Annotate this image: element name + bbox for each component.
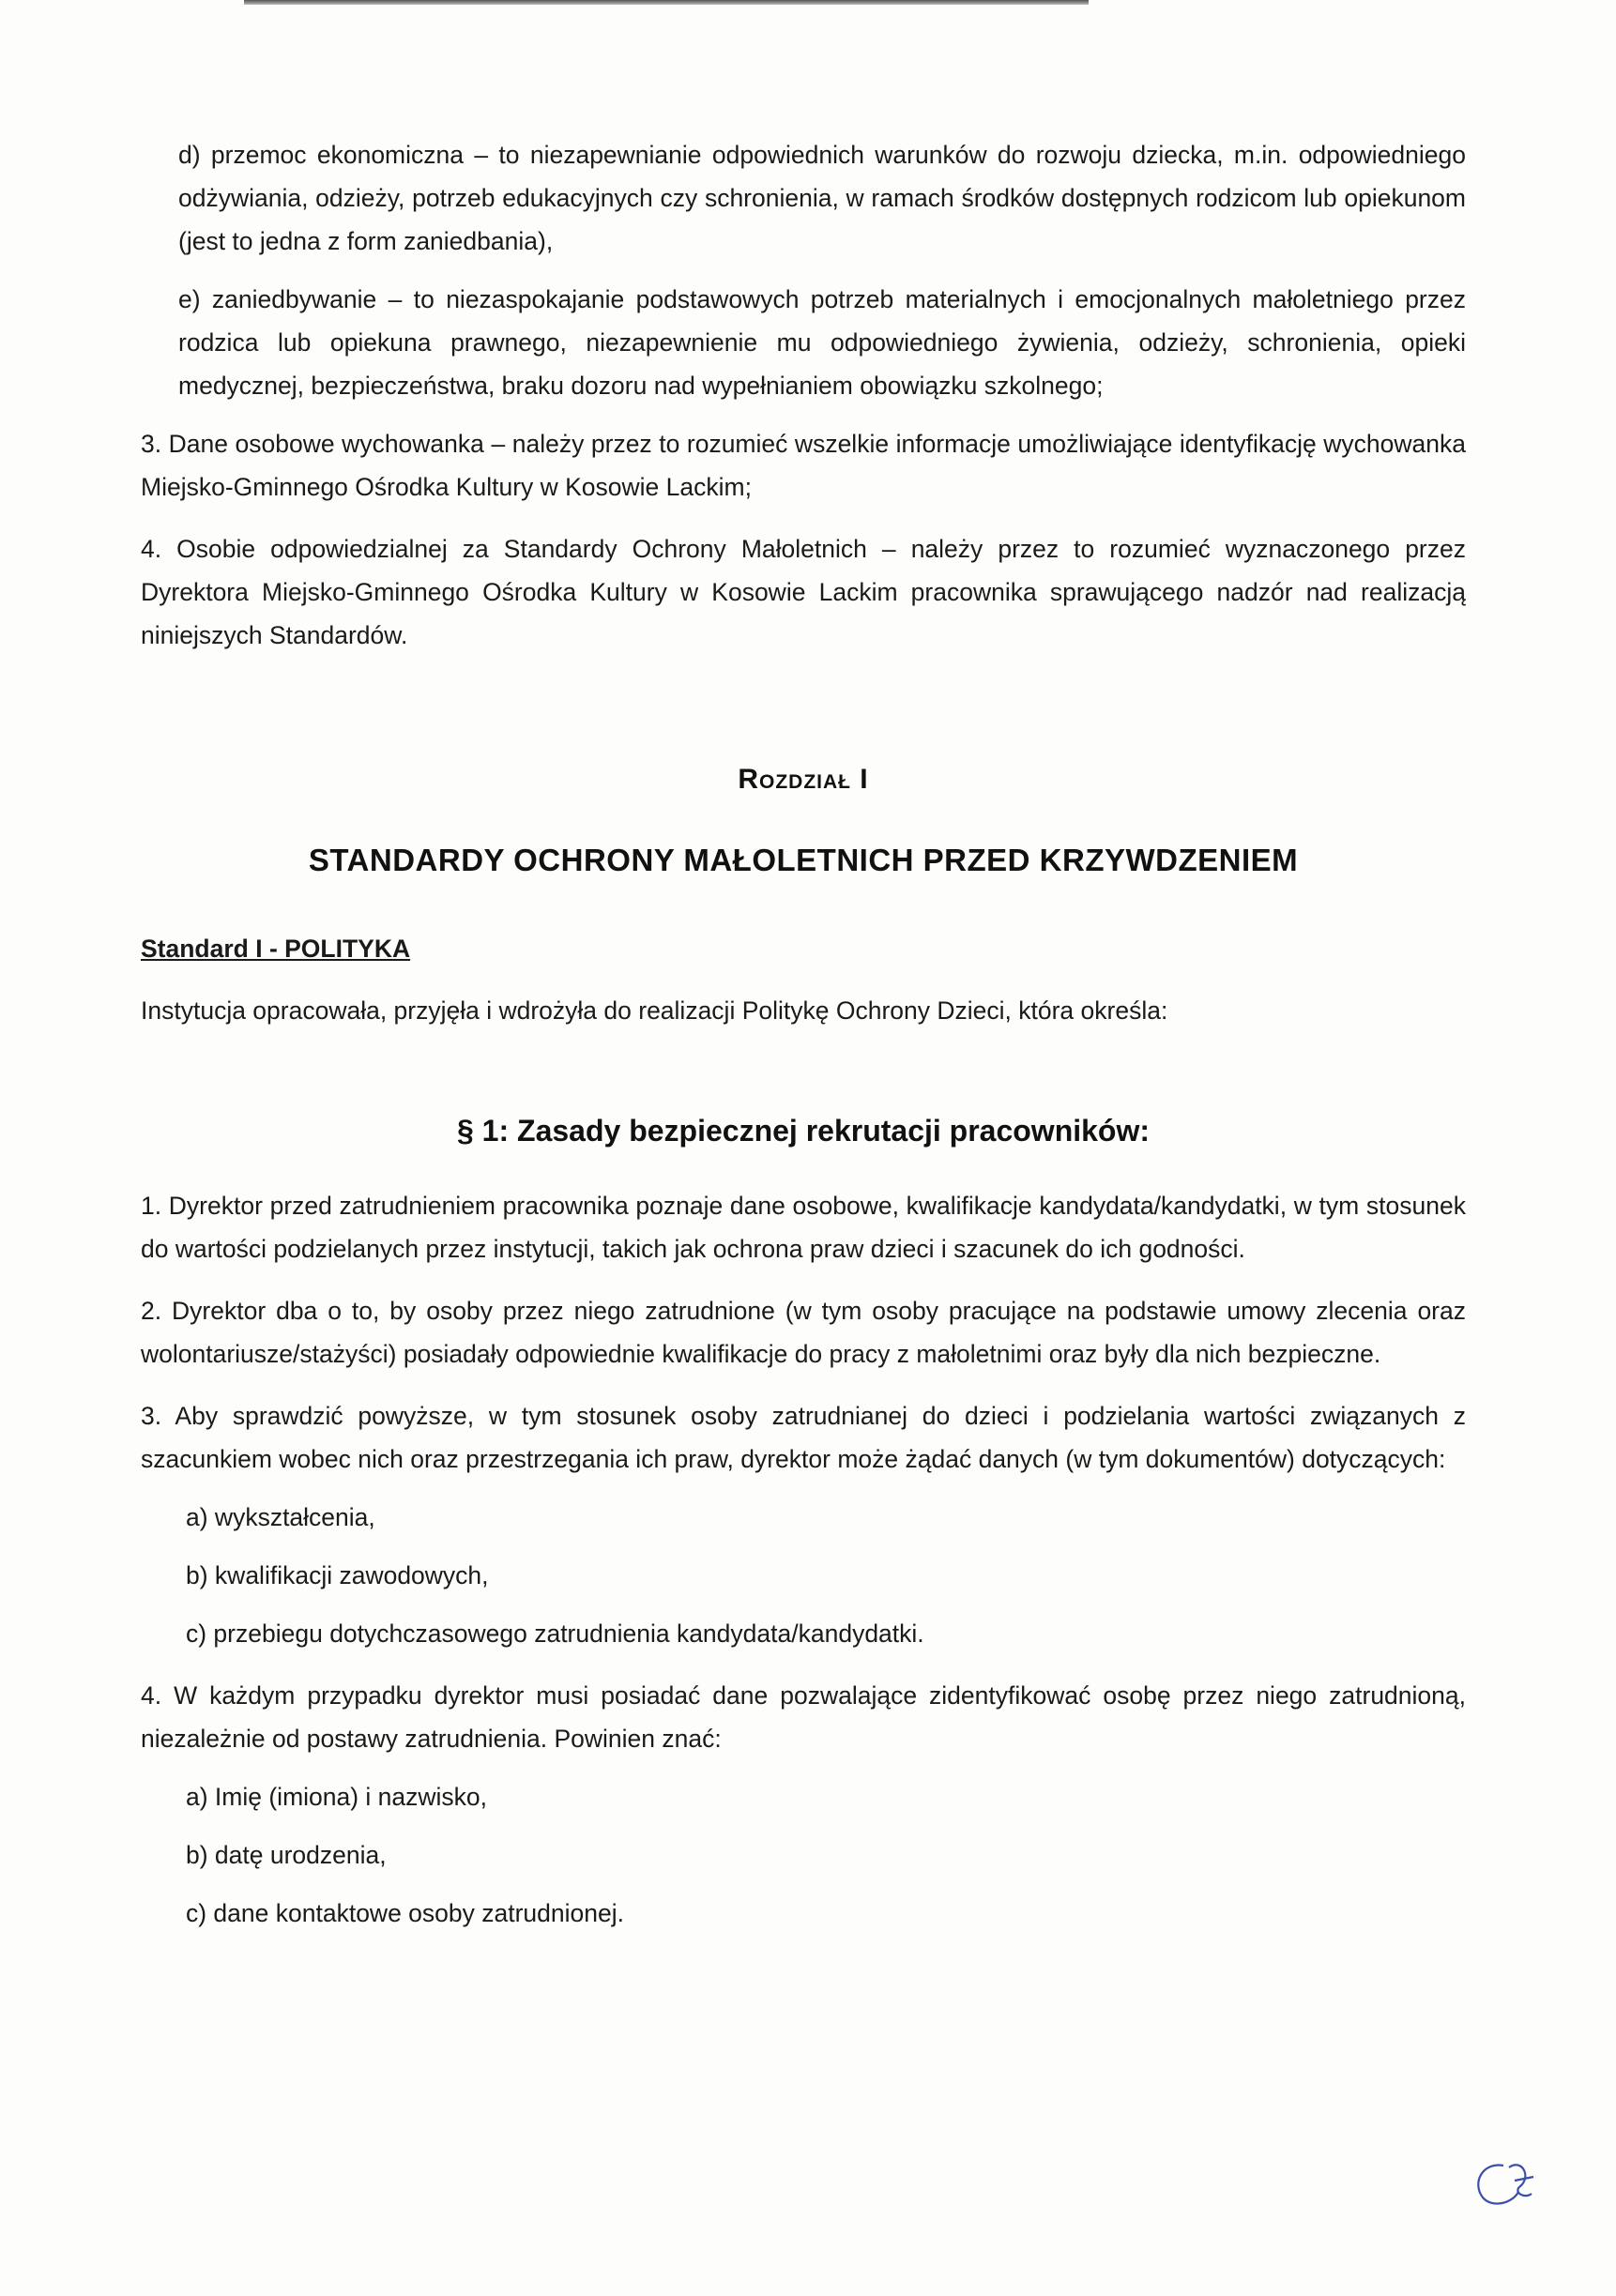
chapter-title: STANDARDY OCHRONY MAŁOLETNICH PRZED KRZYWDZENIEM bbox=[308, 843, 1299, 877]
definition-d: d) przemoc ekonomiczna – to niezapewnianie odpowiednich warunków do rozwoju dziecka, m.in. odpowiedniego odżywiania, odzieży, potrzeb edukacyjnych czy schronienia, w ramach środków dostępnych rodzicom lub opiekunom (jest to jedna z form zaniedbania), bbox=[178, 141, 1466, 255]
scan-top-edge bbox=[244, 0, 1089, 5]
list-a-item-1: a) wykształcenia, bbox=[186, 1503, 375, 1531]
definition-4: 4. Osobie odpowiedzialnej za Standardy Ochrony Małoletnich – należy przez to rozumieć wyznaczonego przez Dyrektora Miejsko-Gminnego Ośrodka Kultury w Kosowie Lackim pracownika sprawującego nadzór nad realizacją niniejszych Standardów. bbox=[141, 535, 1466, 649]
list-a-item-3: c) przebiegu dotychczasowego zatrudnienia kandydata/kandydatki. bbox=[186, 1619, 924, 1648]
intro-text: Instytucja opracowała, przyjęła i wdrożyła do realizacji Politykę Ochrony Dzieci, która określa: bbox=[141, 996, 1168, 1025]
definition-e: e) zaniedbywanie – to niezaspokajanie podstawowych potrzeb materialnych i emocjonalnych małoletniego przez rodzica lub opiekuna prawnego, niezapewnienie mu odpowiedniego żywienia, odzieży, schronienia, opieki medycznej, bezpieczeństwa, braku dozoru nad wypełnianiem obowiązku szkolnego; bbox=[178, 285, 1466, 400]
section-title: § 1: Zasady bezpiecznej rekrutacji pracowników: bbox=[456, 1114, 1151, 1148]
section-point-3: 3. Aby sprawdzić powyższe, w tym stosunek osoby zatrudnianej do dzieci i podzielania wartości związanych z szacunkiem wobec nich oraz przestrzegania ich praw, dyrektor może żądać danych (w tym dokumentów) dotyczących: bbox=[141, 1402, 1466, 1473]
list-b-item-3: c) dane kontaktowe osoby zatrudnionej. bbox=[186, 1899, 624, 1927]
section-point-4: 4. W każdym przypadku dyrektor musi posiadać dane pozwalające zidentyfikować osobę przez niego zatrudnioną, niezależnie od postawy zatrudnienia. Powinien znać: bbox=[141, 1681, 1466, 1753]
document-page bbox=[141, 133, 1466, 1935]
standard-label: Standard I - POLITYKA bbox=[141, 935, 411, 963]
initials-signature bbox=[1466, 2149, 1541, 2214]
list-b-item-2: b) datę urodzenia, bbox=[186, 1841, 387, 1869]
section-point-2: 2. Dyrektor dba o to, by osoby przez niego zatrudnione (w tym osoby pracujące na podstawie umowy zlecenia oraz wolontariusze/stażyści) posiadały odpowiednie kwalifikacje do pracy z małoletnimi oraz były dla nich bezpieczne. bbox=[141, 1297, 1466, 1368]
list-a-item-2: b) kwalifikacji zawodowych, bbox=[186, 1561, 489, 1589]
section-point-1: 1. Dyrektor przed zatrudnieniem pracownika poznaje dane osobowe, kwalifikacje kandydata/kandydatki, w tym stosunek do wartości podzielanych przez instytucji, takich jak ochrona praw dzieci i szacunek do ich godności. bbox=[141, 1192, 1466, 1263]
definition-3: 3. Dane osobowe wychowanka – należy przez to rozumieć wszelkie informacje umożliwiające identyfikację wychowanka Miejsko-Gminnego Ośrodka Kultury w Kosowie Lackim; bbox=[141, 430, 1466, 501]
chapter-heading: Rozdział I bbox=[738, 764, 869, 795]
list-b-item-1: a) Imię (imiona) i nazwisko, bbox=[186, 1783, 488, 1811]
